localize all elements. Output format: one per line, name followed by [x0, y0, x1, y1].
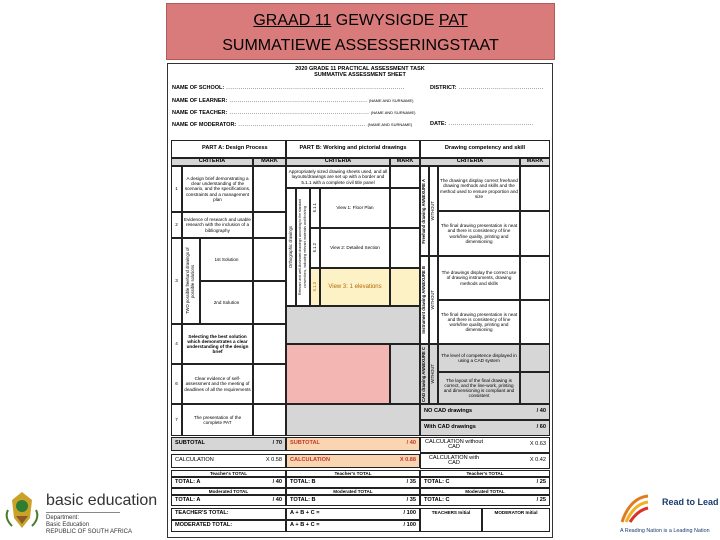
- cad-method: WITHOUT: [429, 344, 438, 404]
- mark-cell[interactable]: [390, 268, 420, 306]
- mark-cell[interactable]: [253, 324, 286, 364]
- part-a-moderated-total[interactable]: TOTAL: A / 40: [171, 495, 286, 506]
- part-b-total[interactable]: TOTAL: B / 35: [286, 477, 420, 488]
- criterion-freehand-side: TWO possible freehand drawings of possible solutions: [182, 238, 200, 324]
- criterion-best-solution: Selecting the best solution which demonstrates a clear understanding of the design brief: [182, 324, 253, 364]
- sheet-heading: 2020 GRADE 11 PRACTICAL ASSESSMENT TASK: [295, 66, 425, 72]
- criterion-instrument-methods: The drawings display the correct use of drawing instruments, drawing methods and skills: [438, 256, 520, 300]
- part-b-criteria-header: CRITERIA: [286, 158, 390, 166]
- instrument-side-label: Instrument drawing ANNEXURE B: [420, 256, 429, 344]
- field-teacher[interactable]: NAME OF TEACHER: ..................................................................... (NAME AND SURNAME): [172, 110, 416, 116]
- part-c-teacher-total-label: Teacher's TOTAL: [420, 470, 550, 477]
- mark-cell[interactable]: [253, 404, 286, 436]
- mark-cell[interactable]: [390, 228, 420, 268]
- orthographic-side-note: Relevant and well-illustrated drawings according to the standard conventions, indicating relevant materials and finishing: [296, 188, 310, 306]
- title-line-2: SUMMATIEWE ASSESSERINGSTAAT: [222, 37, 499, 54]
- blank-grey-block: [286, 404, 420, 436]
- title-modified: GEWYSIGDE: [335, 12, 435, 29]
- blank-grey-block: [286, 306, 420, 344]
- mark-cell[interactable]: [520, 211, 550, 256]
- teachers-initial[interactable]: TEACHERS Initial: [420, 508, 482, 532]
- part-c-moderated-total[interactable]: TOTAL: C / 25: [420, 495, 550, 506]
- title-pat: PAT: [438, 12, 468, 29]
- part-b-teacher-total-label: Teacher's TOTAL: [286, 470, 420, 477]
- field-school[interactable]: NAME OF SCHOOL: ........................................................................................: [172, 85, 405, 91]
- part-c-moderated-label: Moderated TOTAL: [420, 488, 550, 495]
- view-code: 5.1.2: [310, 228, 320, 268]
- row-number: 1: [171, 166, 182, 212]
- logo-name: basic education: [46, 492, 158, 509]
- row-number: 4: [171, 324, 182, 364]
- row-number: 6: [171, 364, 182, 404]
- part-a-teacher-total-label: Teacher's TOTAL: [171, 470, 286, 477]
- mark-cell[interactable]: [520, 256, 550, 300]
- part-a-subtotal: SUBTOTAL / 70: [171, 437, 286, 451]
- assessment-sheet: [167, 63, 553, 538]
- mark-cell[interactable]: [520, 300, 550, 344]
- criterion-freehand-presentation: The final drawing presentation is neat and there is consistency of line work/line quality, printing and dimensioning: [438, 211, 520, 256]
- logo-line-3: REPUBLIC OF SOUTH AFRICA: [46, 529, 133, 535]
- mark-cell[interactable]: [253, 238, 286, 281]
- field-learner[interactable]: NAME OF LEARNER: .................................................................... (NAME AND SURNAME): [172, 98, 414, 104]
- coat-of-arms-icon: [2, 488, 42, 534]
- part-b-calculation: CALCULATION X 0.88: [286, 454, 420, 468]
- field-moderator[interactable]: NAME OF MODERATOR: ............................................................... (NAME AND SURNAME): [172, 122, 413, 128]
- part-b-mark-header: MARK: [390, 158, 420, 166]
- slide-title: [166, 3, 555, 60]
- criterion-detailed-section: View 2: Detailed Section: [320, 228, 390, 268]
- view-code: 5.1.3: [310, 268, 320, 306]
- moderator-initial[interactable]: MODERATOR Initial: [482, 508, 550, 532]
- logo-divider: [46, 512, 120, 513]
- calc-with-cad: CALCULATION with CAD X 0.42: [420, 453, 550, 469]
- logo-line-2: Basic Education: [46, 522, 90, 528]
- grand-teacher-total[interactable]: A + B + C = / 100: [286, 508, 420, 520]
- with-cad-total: With CAD drawings / 60: [420, 420, 550, 436]
- part-b-moderated-total[interactable]: TOTAL: B / 35: [286, 495, 420, 506]
- mark-cell[interactable]: [390, 188, 420, 228]
- part-c-total[interactable]: TOTAL: C / 25: [420, 477, 550, 488]
- criterion-design-brief: A design brief demonstrating a clear understanding of the scenario, and the specifications, constraints and a management plan: [182, 166, 253, 212]
- part-a-header: PART A: Design Process: [171, 140, 286, 158]
- criterion-freehand-methods: The drawings display correct freehand drawing methods and skills and the method used to ensure proportion and size: [438, 166, 520, 211]
- part-c-mark-header: MARK: [520, 158, 550, 166]
- sheet-subheading: SUMMATIVE ASSESSMENT SHEET: [314, 72, 406, 78]
- logo-line-1: Department:: [46, 515, 80, 521]
- blank-pink-block: [286, 344, 390, 404]
- field-date[interactable]: DATE: ..........................................: [430, 121, 534, 127]
- part-b-moderated-label: Moderated TOTAL: [286, 488, 420, 495]
- criterion-cad-layout: The layout of the final drawing is correct, and the line-work, printing and dimensioning is compliant and consistent: [438, 372, 520, 404]
- read-to-lead-logo: [616, 486, 720, 540]
- orthographic-side-label: Orthographic drawings: [286, 188, 296, 306]
- mark-cell[interactable]: [520, 166, 550, 211]
- freehand-method: WITHOUT: [429, 166, 438, 256]
- part-c-criteria-header: CRITERIA: [420, 158, 520, 166]
- part-c-header: Drawing competency and skill: [420, 140, 550, 158]
- sunrise-book-icon: [620, 490, 650, 526]
- criterion-solution-2: 2nd Solution: [200, 281, 253, 324]
- freehand-side-label: Freehand drawing ANNEXURE A: [420, 166, 429, 256]
- part-b-header: PART B: Working and pictorial drawings: [286, 140, 420, 158]
- criterion-presentation: The presentation of the complete PAT: [182, 404, 253, 436]
- criterion-floor-plan: View 1: Floor Plan: [320, 188, 390, 228]
- row-number: 3: [171, 238, 182, 324]
- cad-side-label: CAD drawing ANNEXURE C: [420, 344, 429, 404]
- title-line-1: [167, 8, 554, 33]
- grand-teacher-total-label: TEACHER'S TOTAL:: [171, 508, 286, 520]
- criterion-instrument-presentation: The final drawing presentation is neat and there is consistency of line work/line quality, printing and dimensioning: [438, 300, 520, 344]
- mark-cell[interactable]: [253, 212, 286, 238]
- view-code: 5.1.1: [310, 188, 320, 228]
- mark-cell[interactable]: [390, 166, 420, 188]
- part-a-calculation: CALCULATION X 0.58: [171, 454, 286, 468]
- criterion-research: Evidence of research and usable research with the inclusion of a bibliography: [182, 212, 253, 238]
- basic-education-logo: [2, 486, 162, 540]
- row-number: 2: [171, 212, 182, 238]
- blank-grey-block: [390, 344, 420, 404]
- row-number: 7: [171, 404, 182, 436]
- mark-cell[interactable]: [253, 364, 286, 404]
- mark-cell[interactable]: [253, 166, 286, 212]
- criterion-drawing-sheets: Appropriately sized drawing sheets used, and all layouts/drawings are set up with a border and 5.1.1 with a complete civil title panel: [286, 166, 390, 188]
- part-b-subtotal: SUBTOTAL / 40: [286, 437, 420, 451]
- mark-cell[interactable]: [520, 372, 550, 404]
- criterion-self-assessment: Clear evidence of self-assessment and the meeting of deadlines of all the requirements: [182, 364, 253, 404]
- instrument-method: WITHOUT: [429, 256, 438, 344]
- title-grade: GRAAD 11: [253, 12, 332, 29]
- mark-cell[interactable]: [253, 281, 286, 324]
- criterion-solution-1: 1st Solution: [200, 238, 253, 281]
- criterion-elevations: View 3: 1 elevations: [320, 268, 390, 306]
- criterion-cad-competence: The level of competence displayed in using a CAD system: [438, 344, 520, 372]
- field-district[interactable]: DISTRICT: ..........................................: [430, 85, 544, 91]
- grand-moderated-total[interactable]: A + B + C = / 100: [286, 520, 420, 532]
- part-a-moderated-label: Moderated TOTAL: [171, 488, 286, 495]
- part-a-total[interactable]: TOTAL: A / 40: [171, 477, 286, 488]
- no-cad-total: NO CAD drawings / 40: [420, 404, 550, 420]
- part-a-criteria-header: CRITERIA: [171, 158, 253, 166]
- grand-moderated-total-label: MODERATED TOTAL:: [171, 520, 286, 532]
- logo-tagline: A Reading Nation is a Leading Nation: [620, 528, 710, 534]
- logo-name: Read to Lead: [662, 497, 719, 507]
- mark-cell[interactable]: [520, 344, 550, 372]
- part-a-mark-header: MARK: [253, 158, 286, 166]
- calc-without-cad: CALCULATION without CAD X 0.63: [420, 437, 550, 453]
